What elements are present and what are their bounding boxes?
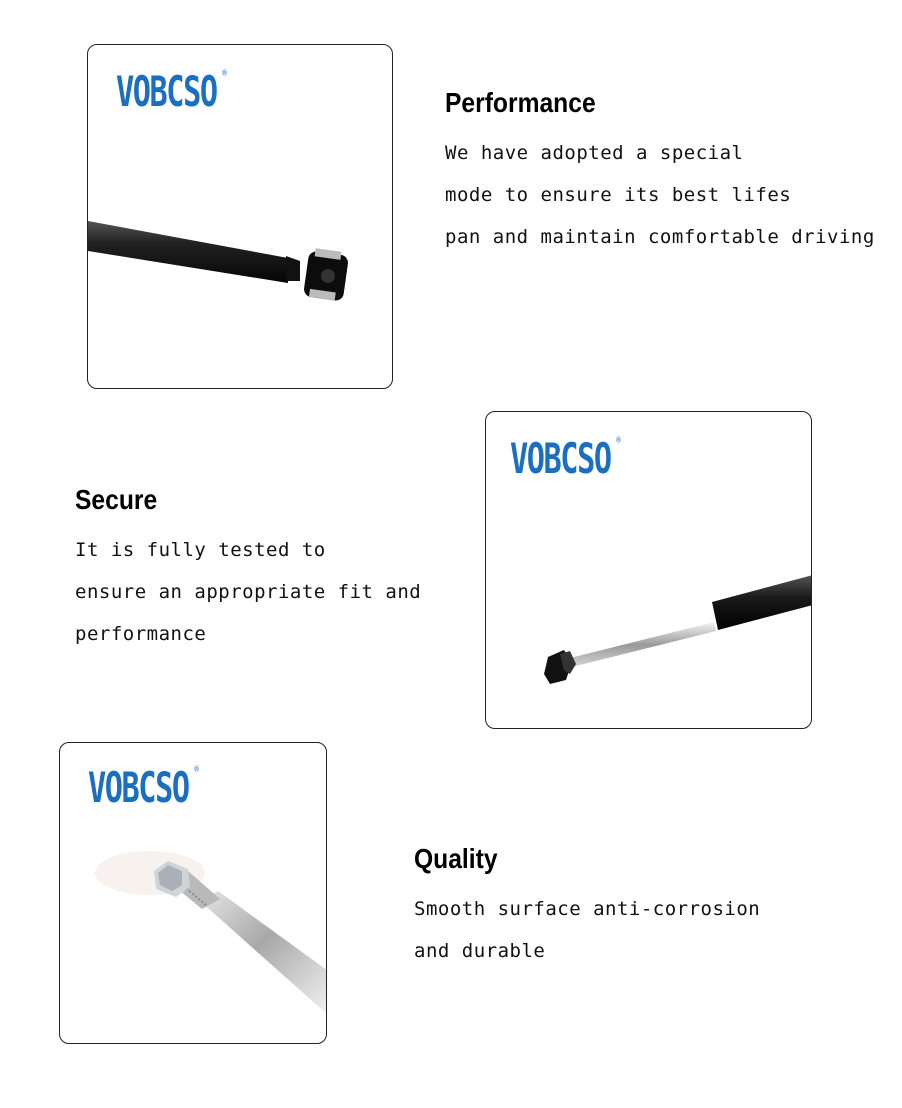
description-line: pan and maintain comfortable driving: [445, 226, 875, 248]
description-line: ensure an appropriate fit and: [75, 581, 422, 603]
brand-logo: VOBCSO ®: [116, 67, 227, 116]
gas-strut-threaded-rod-image: [60, 743, 327, 1044]
gas-strut-socket-end-image: [486, 412, 812, 729]
section-description-secure: [75, 538, 421, 664]
brand-logo: VOBCSO ®: [88, 763, 199, 812]
brand-logo: VOBCSO ®: [510, 434, 621, 483]
section-description-quality: [414, 897, 760, 981]
description-line: and durable: [414, 940, 546, 962]
description-line: It is fully tested to: [75, 539, 326, 561]
description-line: We have adopted a special: [445, 142, 744, 164]
product-image-card-performance: [87, 44, 393, 389]
section-title-performance: Performance: [445, 87, 596, 118]
product-image-card-secure: [485, 411, 812, 729]
section-description-performance: [445, 141, 875, 267]
description-line: mode to ensure its best lifes: [445, 184, 792, 206]
product-image-card-quality: [59, 742, 327, 1044]
section-title-quality: Quality: [414, 843, 498, 874]
description-line: performance: [75, 623, 207, 645]
gas-strut-eye-end-image: [88, 45, 393, 389]
description-line: Smooth surface anti-corrosion: [414, 898, 761, 920]
section-title-secure: Secure: [75, 484, 158, 515]
